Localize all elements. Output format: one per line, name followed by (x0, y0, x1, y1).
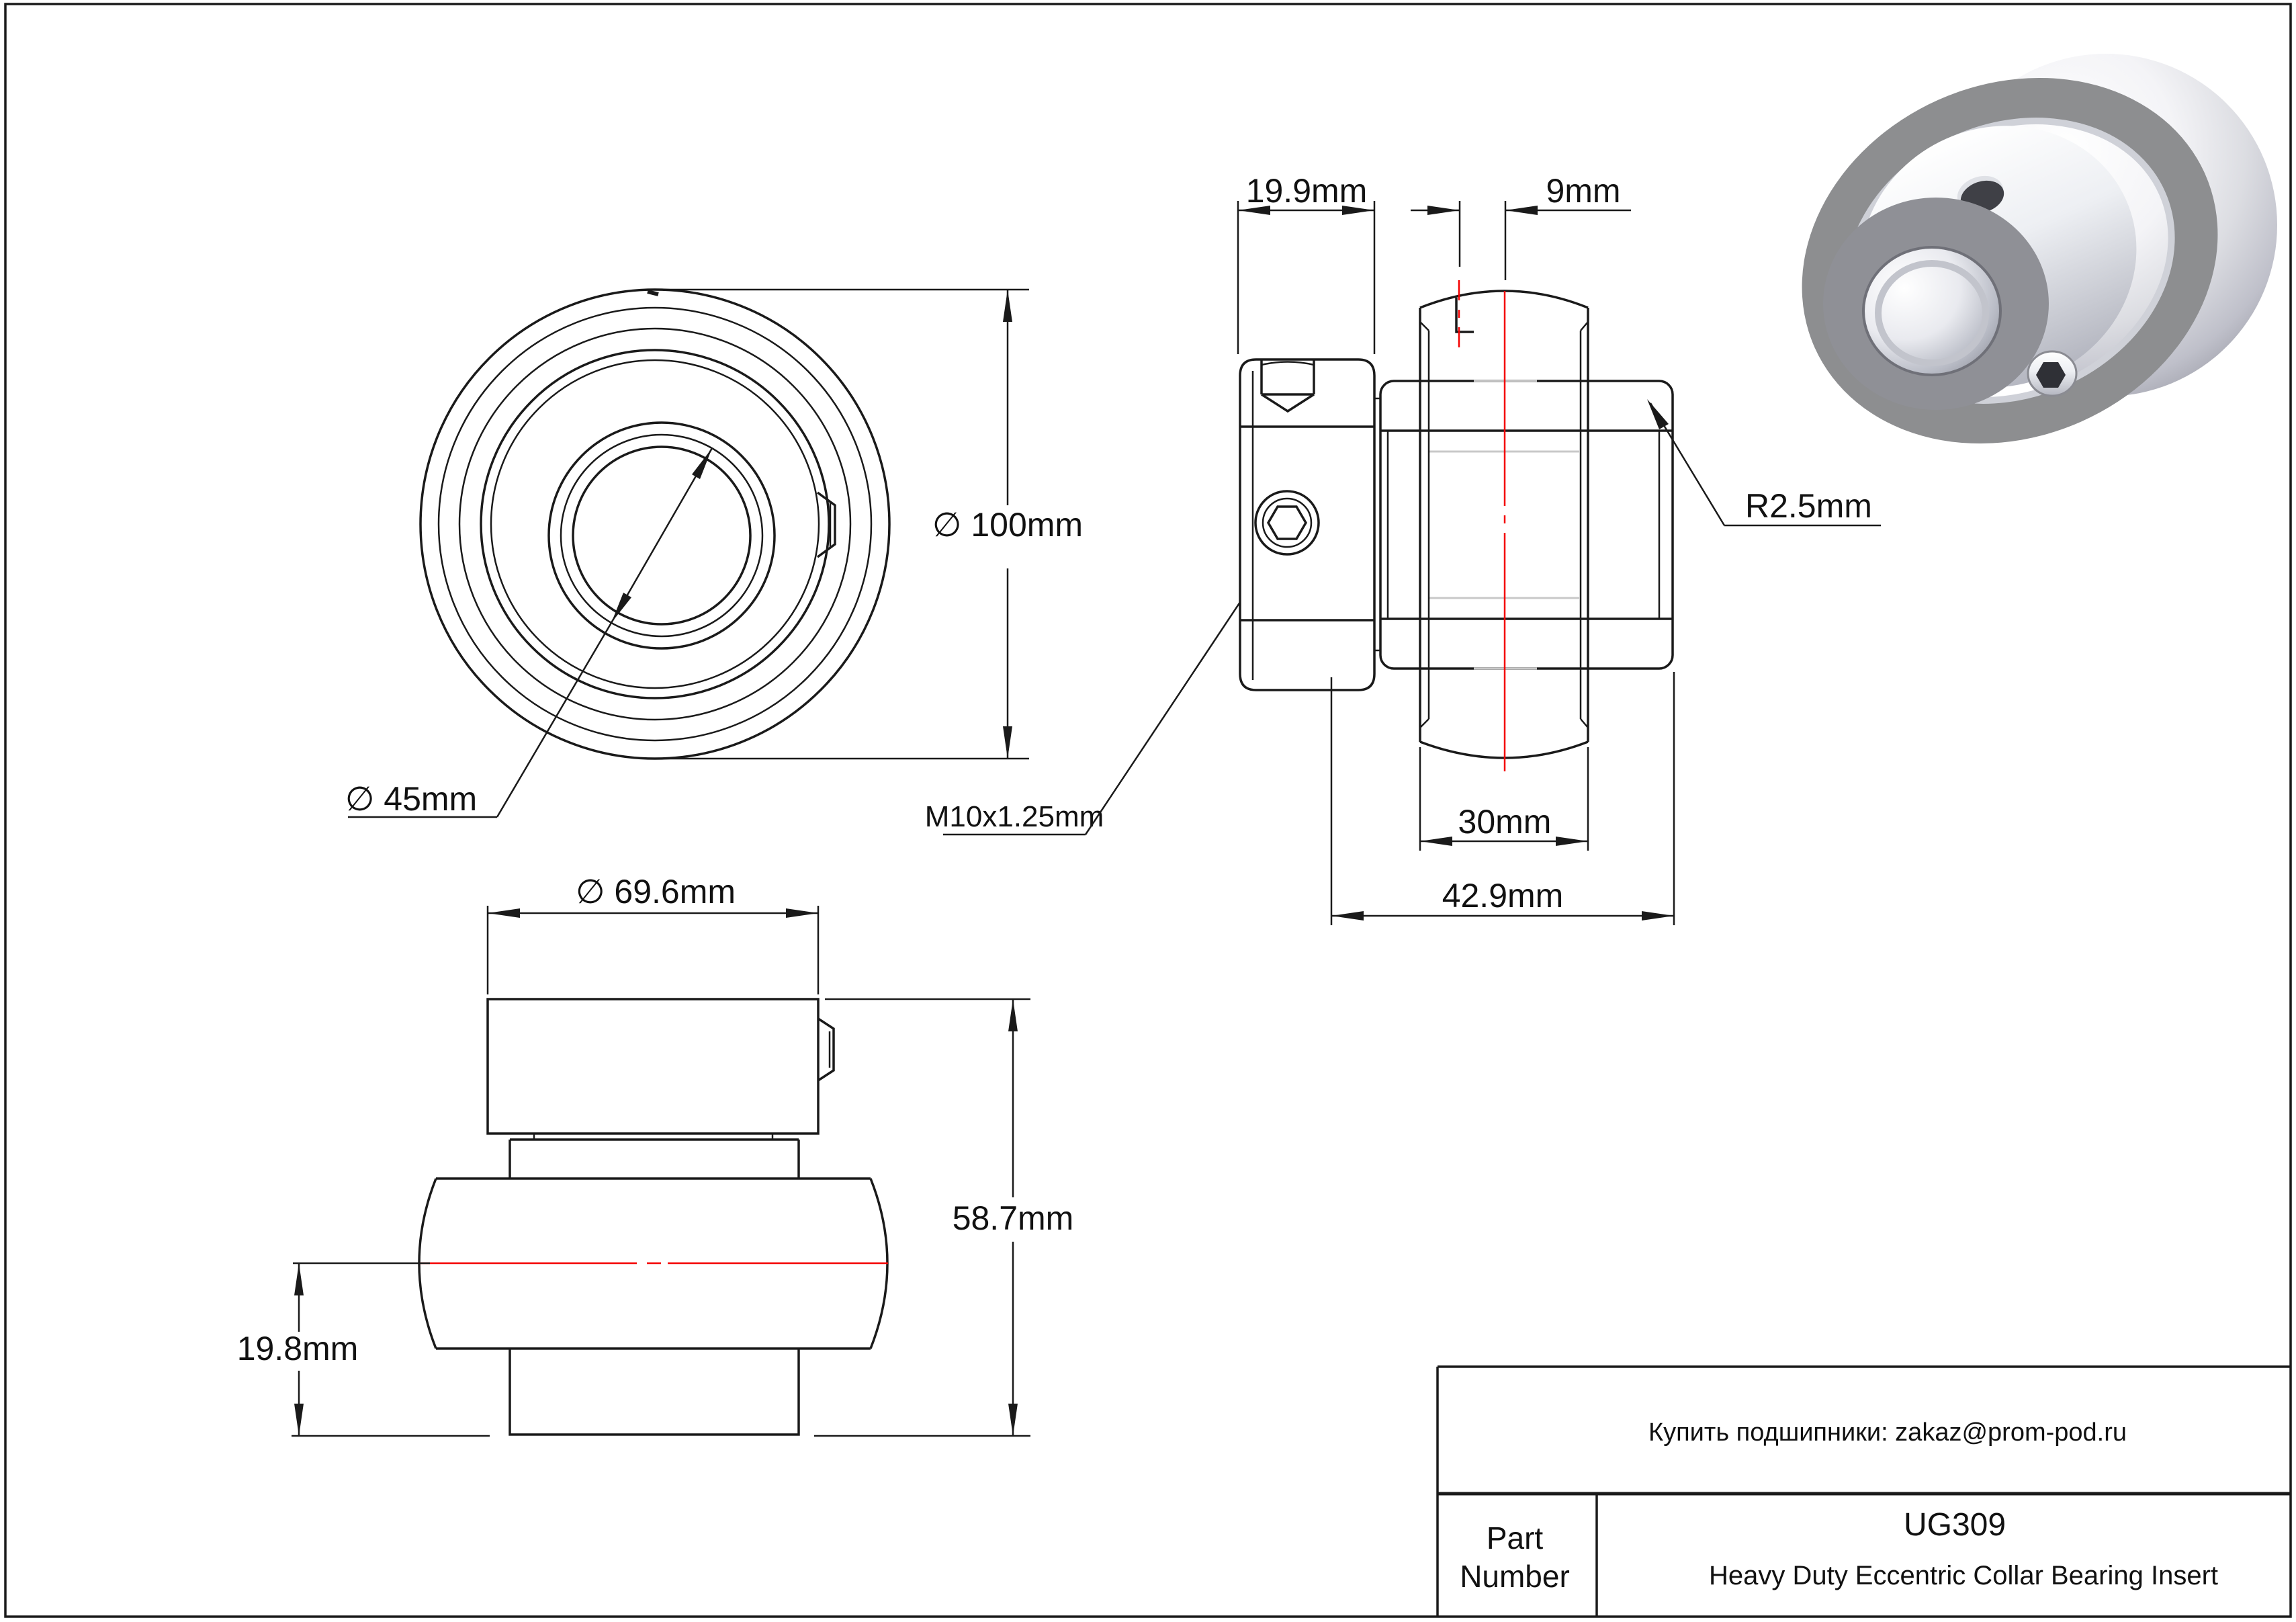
arrowhead (294, 1263, 304, 1295)
dim-collar-od (488, 873, 818, 994)
dim-eccentric-offset-label: 9mm (1546, 172, 1621, 210)
arrowhead (488, 908, 520, 918)
dim-overall-height-label: 58.7mm (952, 1199, 1074, 1237)
arrowhead (1420, 837, 1452, 846)
dim-fillet-radius-label: R2.5mm (1745, 487, 1872, 525)
collar-face-circle (491, 360, 819, 688)
dim-bore-label: ∅ 45mm (345, 780, 478, 818)
seal-circle (459, 329, 850, 720)
dim-outer-ring-width-label: 30mm (1458, 803, 1552, 841)
dim-outer-diameter-label: ∅ 100mm (932, 506, 1084, 544)
leader-line (497, 623, 611, 817)
dim-collar-od-label: ∅ 69.6mm (575, 873, 736, 910)
dim-collar-width (1238, 172, 1374, 354)
arrowhead (1505, 206, 1538, 215)
collar-outline (1240, 359, 1374, 690)
arrowhead (1556, 837, 1588, 846)
dim-center-height (237, 1263, 430, 1436)
dim-collar-width-label: 19.9mm (1245, 172, 1368, 210)
arrowhead (1427, 206, 1460, 215)
part-number-value: UG309 (1903, 1507, 2006, 1543)
arrowhead (1008, 999, 1018, 1031)
thread-callout-label: M10x1.25mm (924, 800, 1104, 833)
sleeve-chamfer (1420, 322, 1429, 331)
arrowhead (1642, 911, 1674, 921)
sleeve-chamfer (1420, 719, 1429, 728)
dim-fillet-radius (1647, 399, 1881, 525)
side-view (237, 873, 1074, 1436)
inner-ring-bottom-outline (510, 1349, 799, 1435)
arrowhead (294, 1404, 304, 1436)
top-tick-mark (648, 292, 658, 294)
part-number-label-line2: Number (1460, 1559, 1570, 1594)
arrowhead (1003, 726, 1012, 759)
dim-overall-width-label: 42.9mm (1442, 877, 1564, 914)
render-3d (1743, 13, 2277, 508)
dim-eccentric-offset (1411, 172, 1631, 280)
vendor-note: Купить подшипники: zakaz@prom-pod.ru (1648, 1418, 2127, 1447)
part-number-label-line1: Part (1486, 1521, 1544, 1555)
arrowhead (786, 908, 818, 918)
thread-callout (925, 542, 1282, 835)
dim-outer-diameter (663, 290, 1083, 759)
part-description: Heavy Duty Eccentric Collar Bearing Insert (1708, 1561, 2219, 1590)
setscrew-boss-side (818, 1019, 834, 1080)
collar-od-circle (481, 350, 829, 698)
arrowhead (1331, 911, 1364, 921)
section-view (1238, 172, 1881, 925)
arrowhead (1003, 290, 1012, 322)
dim-overall-height (825, 999, 1073, 1436)
dim-overall-width (1331, 672, 1674, 925)
collar-outline-side (488, 999, 818, 1134)
outer-ring-outline (1380, 381, 1673, 669)
arrowhead (1008, 1404, 1018, 1436)
title-block (1438, 1367, 2291, 1617)
dim-center-height-label: 19.8mm (236, 1330, 359, 1367)
outer-ring-circle (439, 308, 871, 740)
dim-bore-diameter (345, 448, 712, 818)
front-view (345, 290, 1083, 818)
